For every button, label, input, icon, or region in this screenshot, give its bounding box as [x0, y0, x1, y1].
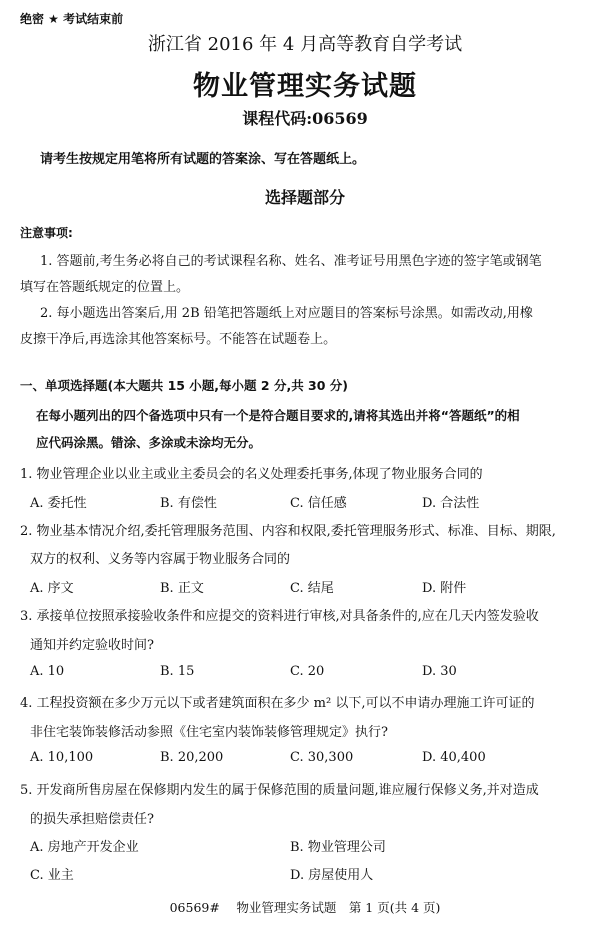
confidential-label: 绝密 ★ 考试结束前 — [20, 12, 124, 26]
option-b: B. 物业管理公司 — [290, 840, 386, 855]
option-c: C. 30,300 — [290, 750, 354, 765]
option-c: C. 业主 — [30, 868, 74, 883]
option-c: C. 20 — [290, 664, 325, 679]
question-text: 通知并约定验收时间? — [30, 638, 154, 653]
general-instruction: 请考生按规定用笔将所有试题的答案涂、写在答题纸上。 — [40, 152, 366, 167]
notes-heading: 注意事项: — [20, 226, 73, 240]
option-d: D. 附件 — [422, 581, 467, 596]
question-text: 的损失承担赔偿责任? — [30, 812, 154, 827]
option-b: B. 20,200 — [160, 750, 224, 765]
option-a: A. 房地产开发企业 — [30, 840, 139, 855]
option-c: C. 结尾 — [290, 581, 334, 596]
question-text: 3. 承接单位按照承接验收条件和应提交的资料进行审核,对具备条件的,应在几天内签发验收 — [20, 609, 539, 624]
question-text: 4. 工程投资额在多少万元以下或者建筑面积在多少 m² 以下,可以不申请办理施工许可证的 — [20, 696, 535, 711]
subject-title: 物业管理实务试题 — [193, 71, 417, 102]
option-a: A. 10 — [30, 664, 65, 679]
question-text: 5. 开发商所售房屋在保修期内发生的属于保修范围的质量问题,谁应履行保修义务,并对造成 — [20, 783, 539, 798]
option-a: A. 委托性 — [30, 496, 87, 511]
option-d: D. 30 — [422, 664, 457, 679]
option-d: D. 40,400 — [422, 750, 486, 765]
course-code: 课程代码:06569 — [242, 109, 368, 128]
exam-title: 浙江省 2016 年 4 月高等教育自学考试 — [147, 34, 463, 55]
question-text: 双方的权利、义务等内容属于物业服务合同的 — [30, 552, 291, 567]
note-line: 1. 答题前,考生务必将自己的考试课程名称、姓名、准考证号用黑色字迹的签字笔或钢笔 — [40, 254, 542, 269]
note-line: 2. 每小题选出答案后,用 2B 铅笔把答题纸上对应题目的答案标号涂黑。如需改动,用橡 — [40, 306, 533, 321]
option-d: D. 合法性 — [422, 496, 480, 511]
option-a: A. 序文 — [30, 581, 74, 596]
page-footer: 06569# 物业管理实务试题 第 1 页(共 4 页) — [169, 900, 441, 915]
part-title: 选择题部分 — [264, 188, 345, 207]
section-heading: 一、单项选择题(本大题共 15 小题,每小题 2 分,共 30 分) — [20, 378, 349, 393]
option-b: B. 正文 — [160, 581, 204, 596]
option-a: A. 10,100 — [30, 750, 94, 765]
question-text: 1. 物业管理企业以业主或业主委员会的名义处理委托事务,体现了物业服务合同的 — [20, 467, 483, 482]
option-c: C. 信任感 — [290, 496, 347, 511]
note-line: 填写在答题纸规定的位置上。 — [20, 280, 190, 295]
section-description: 应代码涂黑。错涂、多涂或未涂均无分。 — [36, 435, 262, 450]
section-description: 在每小题列出的四个备选项中只有一个是符合题目要求的,请将其选出并将“答题纸”的相 — [36, 408, 520, 423]
note-line: 皮擦干净后,再选涂其他答案标号。不能答在试题卷上。 — [20, 332, 337, 347]
option-d: D. 房屋使用人 — [290, 868, 374, 883]
option-b: B. 15 — [160, 664, 195, 679]
question-text: 2. 物业基本情况介绍,委托管理服务范围、内容和权限,委托管理服务形式、标准、目标、期限, — [20, 524, 556, 539]
question-text: 非住宅装饰装修活动参照《住宅室内装饰装修管理规定》执行? — [30, 725, 388, 740]
option-b: B. 有偿性 — [160, 496, 217, 511]
